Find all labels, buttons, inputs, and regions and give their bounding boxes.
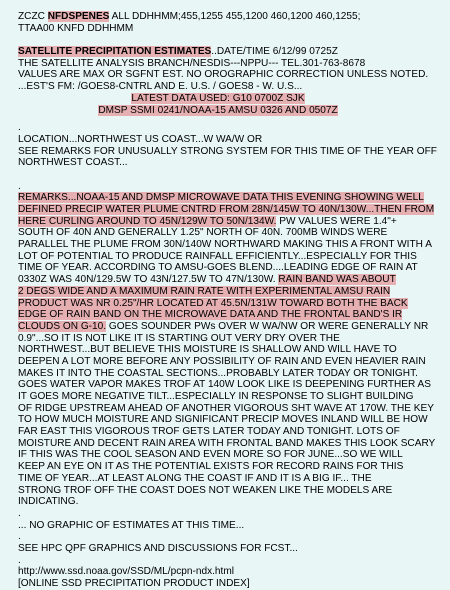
remarks-line: PRODUCT WAS NR 0.25"/HR LOCATED AT 45.5N/131W TOWARD BOTH THE BACK	[18, 297, 408, 309]
location-line: LOCATION...NORTHWEST US COAST...W WA/W OR	[18, 133, 263, 145]
data-used-line: LATEST DATA USED: G10 0700Z SJK	[131, 92, 305, 104]
separator-dot: .	[18, 507, 21, 519]
title-datetime: ..DATE/TIME 6/12/99 0725Z	[211, 46, 338, 58]
remarks-line: TIME OF YEAR...AT LEAST ALONG THE COAST IF AND IT IS A BIG IF... THE	[18, 472, 372, 484]
remarks-line: TIME OF YEAR. ACCORDING TO AMSU-GOES BLEND....LEADING EDGE OF RAIN AT	[18, 262, 418, 274]
no-graphic-line: ... NO GRAPHIC OF ESTIMATES AT THIS TIME...	[18, 519, 245, 531]
separator-dot: .	[18, 554, 21, 566]
remarks-line: REMARKS...NOAA-15 AND DMSP MICROWAVE DATA THIS EVENING SHOWING WELL	[18, 192, 424, 204]
intro-line: THE SATELLITE ANALYSIS BRANCH/NESDIS---NPPU--- TEL.301-763-8678	[18, 57, 366, 69]
location-line: NORTHWEST COAST...	[18, 157, 128, 169]
separator-dot: .	[18, 531, 21, 543]
remarks-line: SOUTH OF 40N AND GENERALLY 1.25" NORTH OF 40N. 700MB WINDS WERE	[18, 227, 388, 239]
header-prefix: ZCZC	[18, 11, 48, 22]
remarks-line: INDICATING.	[18, 496, 79, 508]
remarks-line: STRONG TROF OFF THE COAST DOES NOT WEAKEN LIKE THE MODELS ARE	[18, 484, 393, 496]
remarks-line: PARALLEL THE PLUME FROM 30N/140W NORTHWARD MAKING THIS A FRONT WITH A	[18, 239, 432, 251]
location-line: SEE REMARKS FOR UNUSUALLY STRONG SYSTEM FOR THIS TIME OF THE YEAR OFF	[18, 145, 437, 157]
intro-line: VALUES ARE MAX OR SGFNT EST. NO OROGRAPHIC CORRECTION UNLESS NOTED.	[18, 69, 429, 81]
remarks-line: FAR EAST THIS VIGOROUS TROF GETS LATER TODAY AND TONIGHT. LOTS OF	[18, 426, 400, 438]
separator-dot: .	[18, 122, 21, 134]
remarks-line: LOT OF POTENTIAL TO PRODUCE RAINFALL EFFICIENTLY...ESPECIALLY FOR THIS	[18, 250, 417, 262]
header-line-2: TTAA00 KNFD DDHHMM	[18, 22, 134, 34]
remarks-line: 0.9"...SO IT IS NOT LIKE IT IS STARTING OUT VERY DRY OVER THE	[18, 332, 340, 344]
header-coords: ALL DDHHMM;455,1255 455,1200 460,1200 460,1255;	[109, 11, 361, 22]
remarks-line: 2 DEGS WIDE AND A MAXIMUM RAIN RATE WITH EXPERIMENTAL AMSU RAIN	[18, 285, 391, 297]
title-line	[18, 46, 446, 58]
header-line-1	[18, 11, 446, 23]
remarks-line: MOISTURE AND DECENT RAIN AREA WITH FRONTAL BAND MAKES THIS LOOK SCARY	[18, 437, 436, 449]
product-index-link[interactable]: [ONLINE SSD PRECIPITATION PRODUCT INDEX]	[18, 578, 250, 589]
remarks-line: TO HOW MUCH MOISTURE AND SIGNIFICANT PRECIP MOVES INLAND WILL BE HOW	[18, 414, 428, 426]
product-url[interactable]: http://www.ssd.noaa.gov/SSD/ML/pcpn-ndx.html	[18, 566, 234, 578]
remarks-line: IT GOES MORE NEGATIVE TILT...ESPECIALLY IN RESPONSE TO SLIGHT BUILDING	[18, 391, 414, 402]
remarks-line: KEEP AN EYE ON IT AS THE POTENTIAL EXISTS FOR RECORD RAINS FOR THIS	[18, 461, 404, 473]
remarks-line: DEEPEN A LOT MORE BEFORE ANY POSSIBILITY OF RAIN AND EVEN HEAVIER RAIN	[18, 355, 426, 367]
remarks-line: IF THIS WAS THE COOL SEASON AND EVEN MORE SO FOR JUNE...SO WE WILL	[18, 449, 403, 461]
remarks-line: OF RIDGE UPSTREAM AHEAD OF ANOTHER VIGOROUS SHT WAVE AT 170W. THE KEY	[18, 402, 434, 414]
see-hpc-line: SEE HPC QPF GRAPHICS AND DISCUSSIONS FOR FCST...	[18, 542, 298, 554]
remarks-line: DEFINED PRECIP WATER PLUME CNTRD FROM 28N/145W TO 40N/130W...THEN FROM	[18, 204, 435, 215]
remarks-line: GOES WATER VAPOR MAKES TROF AT 140W LOOK LIKE IS DEEPENING FURTHER AS	[18, 379, 432, 391]
title-highlight: SATELLITE PRECIPITATION ESTIMATES	[18, 46, 212, 58]
intro-line: ...EST'S FM: /GOES8-CNTRL AND E. U.S. / GOES8 - W. U.S...	[18, 81, 303, 93]
product-id-highlight: NFDSPENES	[47, 11, 110, 22]
data-used-line: DMSP SSMI 0241/NOAA-15 AMSU 0326 AND 0507Z	[98, 104, 338, 116]
separator-dot: .	[18, 180, 21, 192]
remarks-line: MAKES IT INTO THE COASTAL SECTIONS...PROBABLY LATER TODAY OR TONIGHT.	[18, 367, 418, 379]
remarks-line: CLOUDS ON G-10. GOES SOUNDER PWs OVER W WA/NW OR WERE GENERALLY NR	[18, 320, 429, 332]
remarks-line: HERE CURLING AROUND TO 45N/129W TO 50N/134W. PW VALUES WERE 1.4"+	[18, 215, 397, 227]
remarks-line: 0330Z WAS 40N/129.5W TO 43N/127.5W TO 47N/130W. RAIN BAND WAS ABOUT	[18, 274, 396, 286]
remarks-line: NORTHWEST...BUT BELIEVE THIS MOISTURE IS SHALLOW AND WILL HAVE TO	[18, 344, 397, 356]
remarks-line: EDGE OF RAIN BAND ON THE MICROWAVE DATA AND THE FRONTAL BAND'S IR	[18, 309, 403, 321]
